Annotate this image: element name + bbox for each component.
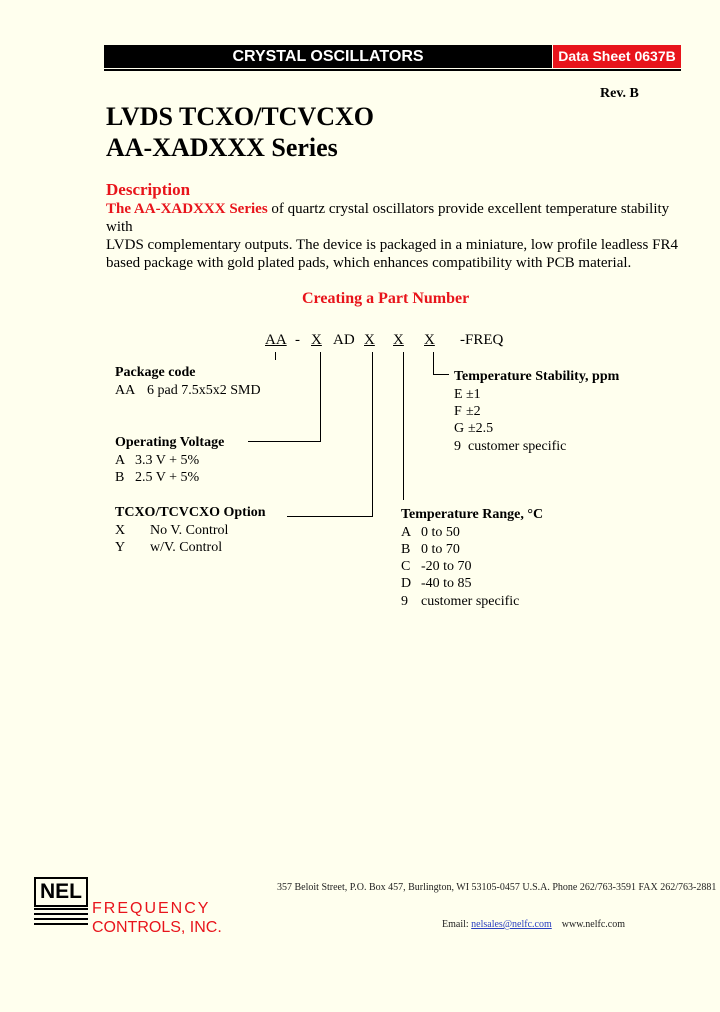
stability-item-desc: ±1 (466, 387, 481, 402)
operating-voltage-label: Operating Voltage (115, 435, 225, 450)
code-stability: X (424, 332, 435, 348)
nel-logo: NEL (34, 877, 88, 907)
stability-item-desc: customer specific (468, 439, 567, 454)
connector-voltage-v (320, 352, 321, 442)
range-item-code: C (401, 559, 411, 574)
connector-stability-v (433, 352, 434, 375)
connector-option-v (372, 352, 373, 517)
website-link[interactable]: www.nelfc.com (561, 919, 625, 930)
stability-item-desc: ±2.5 (468, 421, 494, 436)
contact-line (442, 919, 625, 930)
email-label: Email: (442, 919, 472, 930)
description-line2: LVDS complementary outputs. The device is packaged in a miniature, low profile leadless FR4 (106, 237, 678, 253)
series-name: The AA-XADXXX Series (106, 201, 268, 217)
code-range: X (393, 332, 404, 348)
stability-item-code: G (454, 421, 465, 436)
stability-item-code: E (454, 387, 463, 402)
company-address: 357 Beloit Street, P.O. Box 457, Burlington, WI 53105-0457 U.S.A. Phone 262/763-3591 FAX 262/763-2881 (277, 882, 717, 893)
connector-package-v (275, 352, 276, 360)
header-title: CRYSTAL OSCILLATORS (104, 45, 552, 68)
code-package: AA (265, 332, 287, 348)
range-item-desc: 0 to 50 (421, 525, 460, 540)
code-dash: - (295, 332, 300, 348)
package-code-item-code: AA (115, 383, 136, 398)
voltage-item-code: A (115, 453, 126, 468)
range-item-desc: customer specific (421, 594, 520, 609)
option-item-code: Y (115, 540, 126, 555)
code-ad: AD (333, 332, 355, 348)
nel-logo-stripes (34, 908, 88, 928)
connector-stability-h (433, 374, 449, 375)
temperature-range-label: Temperature Range, °C (401, 507, 544, 522)
voltage-item-desc: 3.3 V + 5% (135, 453, 200, 468)
package-code-item-desc: 6 pad 7.5x5x2 SMD (147, 383, 261, 398)
connector-option-h (287, 516, 373, 517)
description-body (106, 200, 686, 272)
stability-item-code: 9 (454, 439, 461, 454)
product-title-line1: LVDS TCXO/TCVCXO (106, 102, 375, 131)
description-line3: based package with gold plated pads, which enhances compatibility with PCB material. (106, 255, 632, 271)
connector-range-v (403, 352, 404, 500)
company-name-line2: CONTROLS, INC. (92, 919, 222, 936)
description-line1: of quartz crystal oscillators provide excellent temperature stability with (106, 201, 670, 235)
description-heading: Description (106, 180, 191, 199)
revision-label: Rev. B (600, 86, 639, 101)
option-item-desc: w/V. Control (150, 540, 223, 555)
voltage-item-code: B (115, 470, 125, 485)
connector-voltage-h (248, 441, 321, 442)
temperature-stability-label: Temperature Stability, ppm (454, 369, 620, 384)
stability-item-desc: ±2 (466, 404, 481, 419)
range-item-code: B (401, 542, 411, 557)
package-code-label: Package code (115, 365, 196, 380)
option-item-code: X (115, 523, 126, 538)
range-item-desc: 0 to 70 (421, 542, 460, 557)
voltage-item-desc: 2.5 V + 5% (135, 470, 200, 485)
email-link[interactable]: nelsales@nelfc.com (471, 919, 552, 930)
part-number-heading: Creating a Part Number (302, 290, 470, 307)
company-name-line1: FREQUENCY (92, 900, 211, 917)
header-rule (104, 69, 681, 71)
range-item-desc: -40 to 85 (421, 576, 472, 591)
range-item-desc: -20 to 70 (421, 559, 472, 574)
range-item-code: A (401, 525, 412, 540)
product-title-line2: AA-XADXXX Series (106, 133, 338, 162)
code-freq: -FREQ (460, 332, 504, 348)
code-option: X (364, 332, 375, 348)
datasheet-badge: Data Sheet 0637B (553, 45, 681, 68)
tcxo-option-label: TCXO/TCVCXO Option (115, 505, 266, 520)
option-item-desc: No V. Control (150, 523, 229, 538)
range-item-code: 9 (401, 594, 408, 609)
range-item-code: D (401, 576, 412, 591)
code-voltage: X (311, 332, 322, 348)
stability-item-code: F (454, 404, 462, 419)
